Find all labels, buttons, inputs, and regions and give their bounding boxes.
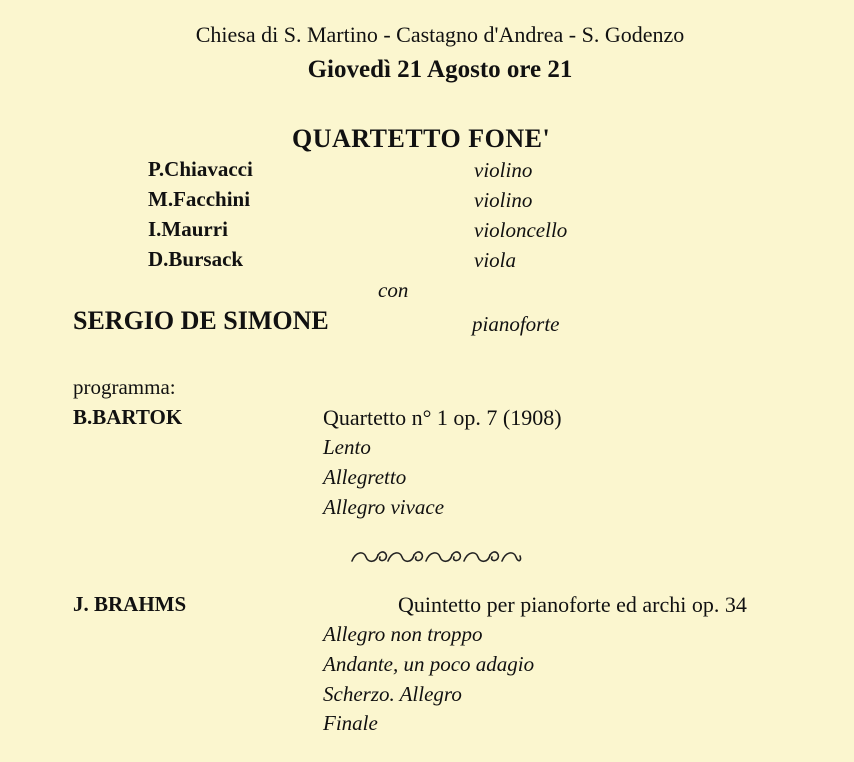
member-instrument-2: violino [474,188,533,212]
movement: Lento [323,435,371,459]
movement: Scherzo. Allegro [323,682,462,706]
composer-brahms: J. BRAHMS [73,592,187,616]
ensemble-name: QUARTETTO FONE' [292,124,551,153]
soloist-instrument: pianoforte [472,312,560,336]
movement: Allegretto [323,465,407,489]
member-instrument-3: violoncello [474,218,568,242]
soloist-name: SERGIO DE SIMONE [73,306,329,335]
member-name-3: I.Maurri [148,217,228,241]
movement: Allegro vivace [323,495,445,519]
with-label: con [378,278,409,302]
member-name-2: M.Facchini [148,187,251,211]
work-brahms: Quintetto per pianoforte ed archi op. 34 [398,592,747,617]
decorative-scroll-divider-icon [348,546,524,568]
venue-line: Chiesa di S. Martino - Castagno d'Andrea - S. Godenzo [195,22,685,47]
member-name-4: D.Bursack [148,247,244,271]
concert-date: Giovedì 21 Agosto ore 21 [307,56,573,83]
movement: Finale [323,711,378,735]
composer-bartok: B.BARTOK [73,405,183,429]
program-label: programma: [73,375,176,399]
member-instrument-4: viola [474,248,516,272]
movement: Allegro non troppo [323,622,483,646]
member-name-1: P.Chiavacci [148,157,253,181]
work-bartok: Quartetto n° 1 op. 7 (1908) [323,405,562,430]
movement: Andante, un poco adagio [323,652,535,676]
member-instrument-1: violino [474,158,533,182]
